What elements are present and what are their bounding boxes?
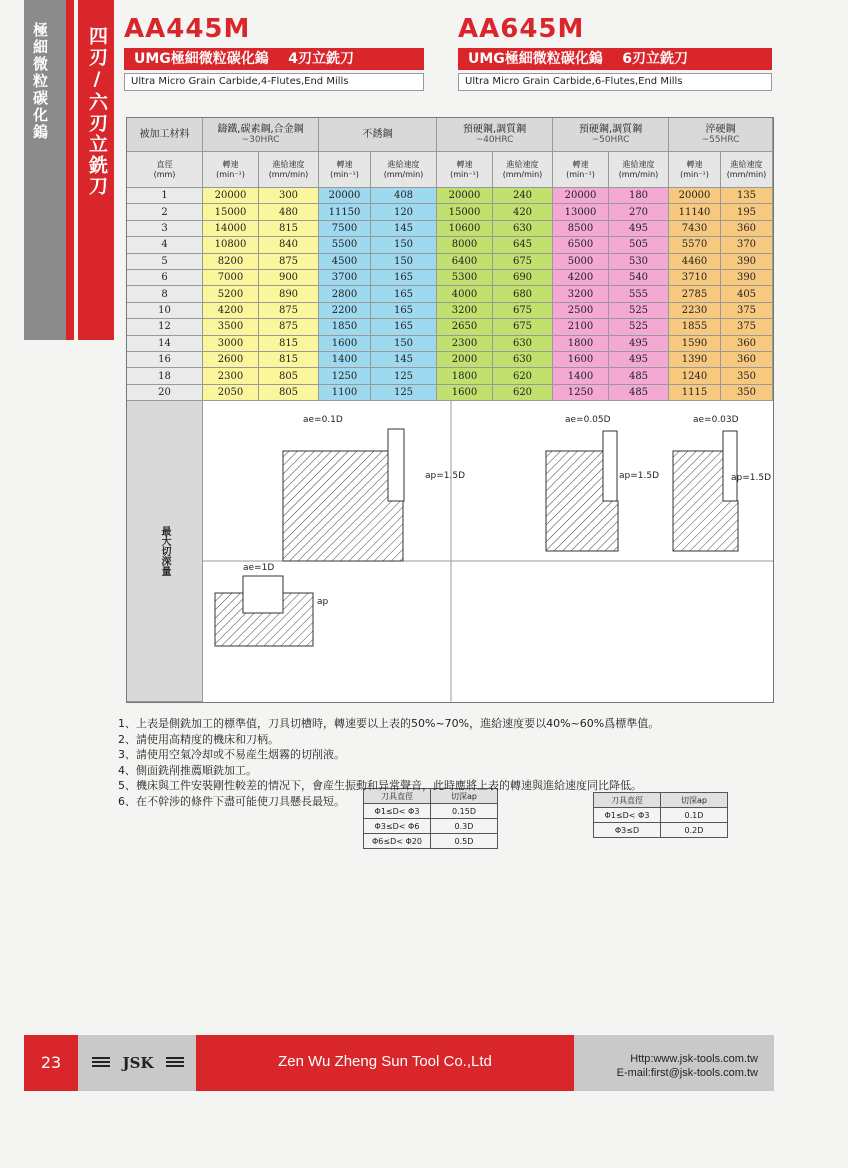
speed-cell: 2100	[553, 319, 609, 335]
feed-cell: 675	[493, 303, 553, 319]
diameter-cell: 1	[127, 188, 203, 204]
speed-cell: 5500	[319, 237, 371, 253]
feed-header	[371, 152, 437, 188]
feed-header	[493, 152, 553, 188]
diameter-header-label: 直徑	[156, 159, 173, 169]
ae-label: ae=0.03D	[693, 415, 739, 426]
speed-header	[319, 152, 371, 188]
feed-cell: 300	[259, 188, 319, 204]
speed-cell: 1240	[669, 368, 721, 384]
feed-cell: 875	[259, 303, 319, 319]
speed-cell: 4200	[203, 303, 259, 319]
website-text: Http:www.jsk-tools.com.tw	[630, 1053, 758, 1065]
material-group-name: 不銹鋼	[362, 129, 393, 140]
feed-header	[259, 152, 319, 188]
note-item: 2、請使用高精度的機床和刀柄。	[118, 732, 279, 746]
speed-cell: 3000	[203, 336, 259, 352]
feed-header	[609, 152, 669, 188]
feed-cell: 240	[493, 188, 553, 204]
feed-cell: 150	[371, 336, 437, 352]
feed-cell: 390	[721, 270, 773, 286]
feed-cell: 145	[371, 352, 437, 368]
left-product-title: UMG極細微粒碳化鎢 4刃立銑刀	[124, 48, 424, 70]
speed-cell: 11150	[319, 204, 371, 220]
feed-cell: 690	[493, 270, 553, 286]
speed-cell: 1250	[553, 385, 609, 401]
speed-header-unit: (min⁻¹)	[450, 169, 479, 179]
tool-outline	[388, 429, 404, 501]
speed-cell: 3200	[437, 303, 493, 319]
speed-cell: 5200	[203, 286, 259, 302]
speed-cell: 2300	[203, 368, 259, 384]
feed-cell: 805	[259, 368, 319, 384]
feed-cell: 525	[609, 319, 669, 335]
ae-label: ae=0.05D	[565, 415, 611, 426]
note-item: 1、上表是側銑加工的標準值，刀具切槽時，轉速要以上表的50%~70%，進給速度要以40%~60%爲標準值。	[118, 717, 660, 730]
speed-header-unit: (min⁻¹)	[680, 169, 709, 179]
speed-cell: 6500	[553, 237, 609, 253]
speed-cell: 2800	[319, 286, 371, 302]
speed-cell: 10800	[203, 237, 259, 253]
material-group-hardness: ~40HRC	[475, 134, 514, 145]
feed-cell: 145	[371, 221, 437, 237]
speed-cell: 1250	[319, 368, 371, 384]
speed-cell: 7500	[319, 221, 371, 237]
diameter-cell: 14	[127, 336, 203, 352]
speed-cell: 4460	[669, 254, 721, 270]
speed-cell: 2300	[437, 336, 493, 352]
feed-cell: 360	[721, 352, 773, 368]
feed-cell: 875	[259, 319, 319, 335]
feed-cell: 630	[493, 336, 553, 352]
speed-cell: 20000	[203, 188, 259, 204]
speed-cell: 8200	[203, 254, 259, 270]
speed-cell: 2500	[553, 303, 609, 319]
feed-cell: 495	[609, 352, 669, 368]
note-item: 3、請使用空氣冷却或不易産生烟霧的切削液。	[118, 748, 345, 761]
speed-cell: 5000	[553, 254, 609, 270]
speed-cell: 10600	[437, 221, 493, 237]
feed-cell: 165	[371, 270, 437, 286]
speed-cell: 1800	[437, 368, 493, 384]
diameter-cell: 2	[127, 204, 203, 220]
material-group-header	[319, 118, 437, 152]
material-group-name: 預硬鋼,調質鋼	[462, 123, 527, 135]
side-tab-red-strip	[66, 0, 74, 340]
depth-table-cell: Φ3≤D< Φ6	[364, 819, 431, 834]
speed-header-unit: (min⁻¹)	[330, 169, 359, 179]
speed-cell: 8000	[437, 237, 493, 253]
feed-cell: 645	[493, 237, 553, 253]
speed-cell: 2200	[319, 303, 371, 319]
speed-cell: 13000	[553, 204, 609, 220]
depth-table-cell: Φ6≤D< Φ20	[364, 834, 431, 849]
feed-cell: 125	[371, 368, 437, 384]
feed-cell: 125	[371, 385, 437, 401]
feed-cell: 815	[259, 352, 319, 368]
depth-table-header: 刀具直徑	[364, 789, 431, 804]
feed-cell: 165	[371, 303, 437, 319]
speed-header-label: 轉速	[686, 159, 703, 169]
speed-cell: 1600	[437, 385, 493, 401]
ap-label: ap=1.5D	[425, 471, 466, 482]
feed-cell: 815	[259, 221, 319, 237]
right-model-code: AA645M	[458, 14, 585, 44]
feed-cell: 630	[493, 221, 553, 237]
speed-cell: 1390	[669, 352, 721, 368]
speed-cell: 6400	[437, 254, 493, 270]
feed-header-label: 進給速度	[506, 159, 539, 169]
speed-cell: 1855	[669, 319, 721, 335]
diameter-cell: 8	[127, 286, 203, 302]
speed-cell: 15000	[437, 204, 493, 220]
diameter-cell: 20	[127, 385, 203, 401]
feed-cell: 630	[493, 352, 553, 368]
diameter-cell: 6	[127, 270, 203, 286]
feed-cell: 135	[721, 188, 773, 204]
speed-cell: 4000	[437, 286, 493, 302]
speed-cell: 1400	[553, 368, 609, 384]
speed-cell: 1400	[319, 352, 371, 368]
speed-cell: 1600	[319, 336, 371, 352]
material-group-header	[203, 118, 319, 152]
notes-list	[118, 716, 659, 809]
feed-cell: 620	[493, 385, 553, 401]
speed-header-label: 轉速	[572, 159, 589, 169]
diameter-cell: 12	[127, 319, 203, 335]
material-group-name: 淬硬鋼	[705, 123, 736, 135]
depth-table-cell: Φ1≤D< Φ3	[364, 804, 431, 819]
material-group-header	[553, 118, 669, 152]
speed-cell: 2600	[203, 352, 259, 368]
feed-header-label: 進給速度	[622, 159, 655, 169]
feed-cell: 390	[721, 254, 773, 270]
material-group-hardness: ~30HRC	[241, 134, 280, 145]
speed-cell: 1100	[319, 385, 371, 401]
feed-cell: 840	[259, 237, 319, 253]
side-type-label: 四刃/六刃立銑刀	[86, 26, 108, 197]
note-item: 5、機床與工件安裝剛性較差的情况下，會産生振動和异常聲音，此時應將上表的轉速與進給速度同比降低。	[118, 779, 642, 792]
note-item: 4、側面銑削推薦順銑加工。	[118, 763, 257, 777]
speed-header	[553, 152, 609, 188]
speed-cell: 7430	[669, 221, 721, 237]
feed-header-unit: (mm/min)	[383, 169, 424, 179]
speed-cell: 2050	[203, 385, 259, 401]
feed-cell: 540	[609, 270, 669, 286]
material-group-hardness: ~50HRC	[591, 134, 630, 145]
feed-header-unit: (mm/min)	[502, 169, 543, 179]
feed-cell: 405	[721, 286, 773, 302]
speed-header-label: 轉速	[456, 159, 473, 169]
feed-cell: 675	[493, 319, 553, 335]
depth-table-cell: 0.1D	[661, 808, 728, 823]
feed-cell: 525	[609, 303, 669, 319]
diameter-header-unit: (mm)	[153, 169, 176, 179]
feed-cell: 890	[259, 286, 319, 302]
speed-header-label: 轉速	[336, 159, 353, 169]
speed-cell: 1850	[319, 319, 371, 335]
depth-table-cell: 0.3D	[431, 819, 498, 834]
feed-cell: 805	[259, 385, 319, 401]
feed-cell: 120	[371, 204, 437, 220]
speed-cell: 20000	[437, 188, 493, 204]
feed-cell: 495	[609, 336, 669, 352]
diameter-cell: 18	[127, 368, 203, 384]
depth-table-header: 刀具直徑	[594, 793, 661, 808]
depth-table-cell: 0.15D	[431, 804, 498, 819]
speed-cell: 3500	[203, 319, 259, 335]
feed-cell: 875	[259, 254, 319, 270]
speed-cell: 3710	[669, 270, 721, 286]
depth-table-cell: 0.2D	[661, 823, 728, 838]
feed-cell: 530	[609, 254, 669, 270]
feed-header-label: 進給速度	[272, 159, 305, 169]
speed-cell: 3700	[319, 270, 371, 286]
feed-header	[721, 152, 773, 188]
speed-cell: 5300	[437, 270, 493, 286]
feed-cell: 150	[371, 237, 437, 253]
left-model-code: AA445M	[124, 14, 251, 44]
page-number: 23	[40, 1053, 62, 1072]
speed-cell: 11140	[669, 204, 721, 220]
feed-cell: 485	[609, 385, 669, 401]
speed-header	[203, 152, 259, 188]
speed-cell: 1800	[553, 336, 609, 352]
speed-header	[437, 152, 493, 188]
speed-cell: 4500	[319, 254, 371, 270]
material-header: 被加工材料	[127, 118, 203, 152]
speed-cell: 20000	[319, 188, 371, 204]
feed-cell: 420	[493, 204, 553, 220]
feed-cell: 360	[721, 336, 773, 352]
feed-cell: 375	[721, 303, 773, 319]
speed-cell: 14000	[203, 221, 259, 237]
material-group-name: 預硬鋼,調質鋼	[578, 123, 643, 135]
ap-label: ap	[317, 597, 329, 608]
feed-cell: 165	[371, 286, 437, 302]
speed-cell: 2000	[437, 352, 493, 368]
speed-cell: 8500	[553, 221, 609, 237]
feed-cell: 375	[721, 319, 773, 335]
feed-cell: 505	[609, 237, 669, 253]
speed-cell: 4200	[553, 270, 609, 286]
ap-label: ap=1.5D	[731, 473, 772, 484]
depth-table-header: 切深ap	[661, 793, 728, 808]
cut-depth-diagrams	[203, 401, 773, 702]
depth-table-header: 切深ap	[431, 789, 498, 804]
company-name: Zen Wu Zheng Sun Tool Co.,Ltd	[278, 1053, 492, 1070]
feed-cell: 270	[609, 204, 669, 220]
email-text: E-mail:first@jsk-tools.com.tw	[616, 1067, 758, 1079]
diameter-cell: 4	[127, 237, 203, 253]
speed-cell: 20000	[669, 188, 721, 204]
left-product-subtitle: Ultra Micro Grain Carbide,4-Flutes,End Mills	[124, 73, 424, 91]
speed-cell: 2785	[669, 286, 721, 302]
feed-cell: 150	[371, 254, 437, 270]
feed-cell: 408	[371, 188, 437, 204]
footer-contact	[574, 1052, 758, 1080]
diameter-cell: 3	[127, 221, 203, 237]
feed-header-unit: (mm/min)	[726, 169, 767, 179]
feed-cell: 370	[721, 237, 773, 253]
depth-table-cell: Φ3≤D	[594, 823, 661, 838]
svg-text:JSK: JSK	[122, 1054, 154, 1072]
speed-header-unit: (min⁻¹)	[216, 169, 245, 179]
speed-cell: 7000	[203, 270, 259, 286]
speed-header-label: 轉速	[222, 159, 239, 169]
material-group-header	[669, 118, 773, 152]
side-category-label: 極細微粒碳化鎢	[31, 22, 49, 141]
feed-cell: 675	[493, 254, 553, 270]
feed-cell: 485	[609, 368, 669, 384]
note-item: 6、在不幹涉的條件下盡可能使刀具懸長最短。	[118, 794, 345, 808]
max-depth-label: 最大切深量	[127, 401, 203, 702]
diameter-cell: 10	[127, 303, 203, 319]
material-group-header	[437, 118, 553, 152]
diameter-cell: 5	[127, 254, 203, 270]
feed-cell: 350	[721, 368, 773, 384]
speed-cell: 5570	[669, 237, 721, 253]
speed-cell: 15000	[203, 204, 259, 220]
speed-header-unit: (min⁻¹)	[566, 169, 595, 179]
speed-cell: 1115	[669, 385, 721, 401]
speed-cell: 1600	[553, 352, 609, 368]
speed-cell: 20000	[553, 188, 609, 204]
depth-table-cell: Φ1≤D< Φ3	[594, 808, 661, 823]
material-group-name: 鑄鐵,碳素鋼,合金鋼	[217, 123, 304, 135]
feed-cell: 165	[371, 319, 437, 335]
feed-cell: 180	[609, 188, 669, 204]
feed-cell: 555	[609, 286, 669, 302]
jsk-logo	[90, 1049, 186, 1075]
speed-cell: 3200	[553, 286, 609, 302]
depth-table-cell: 0.5D	[431, 834, 498, 849]
material-group-hardness: ~55HRC	[701, 134, 740, 145]
feed-header-label: 進給速度	[730, 159, 763, 169]
feed-cell: 360	[721, 221, 773, 237]
speed-cell: 2230	[669, 303, 721, 319]
feed-cell: 680	[493, 286, 553, 302]
feed-header-unit: (mm/min)	[268, 169, 309, 179]
ae-label: ae=1D	[243, 563, 275, 574]
feed-cell: 815	[259, 336, 319, 352]
diameter-cell: 16	[127, 352, 203, 368]
right-product-subtitle: Ultra Micro Grain Carbide,6-Flutes,End Mills	[458, 73, 772, 91]
feed-header-unit: (mm/min)	[618, 169, 659, 179]
feed-cell: 480	[259, 204, 319, 220]
feed-cell: 900	[259, 270, 319, 286]
right-product-title: UMG極細微粒碳化鎢 6刃立銑刀	[458, 48, 772, 70]
speed-cell: 2650	[437, 319, 493, 335]
feed-cell: 495	[609, 221, 669, 237]
speed-cell: 1590	[669, 336, 721, 352]
ae-label: ae=0.1D	[303, 415, 343, 426]
speed-header	[669, 152, 721, 188]
feed-cell: 195	[721, 204, 773, 220]
feed-header-label: 進給速度	[387, 159, 420, 169]
feed-cell: 620	[493, 368, 553, 384]
ap-label: ap=1.5D	[619, 471, 660, 482]
feed-cell: 350	[721, 385, 773, 401]
diameter-header	[127, 152, 203, 188]
